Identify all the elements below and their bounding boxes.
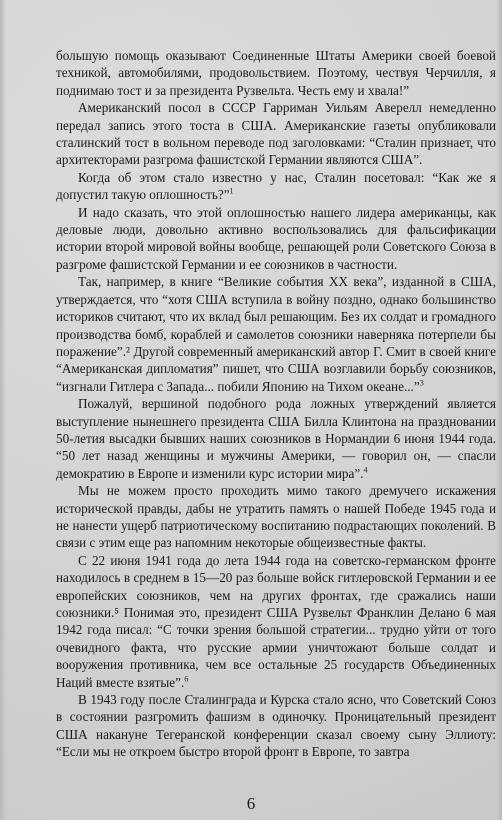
- body-text: [56, 47, 496, 761]
- footnote-mark: 1: [229, 186, 234, 196]
- paragraph-2: Американский посол в СССР Гарриман Уильям Аверелл немедленно передал запись этого тоста в США. Американские газеты опубликовали сталинский тост в вольном переводе под заголовками: “Сталин признает, что архитекторами разгрома фашистской Германии являются США”.: [56, 100, 496, 168]
- paragraph-4: И надо сказать, что этой оплошностью нашего лидера американцы, как деловые люди, довольно активно воспользовались для фальсификации истории второй мировой войны вообще, решающей роли Советского Союза в разгроме фашистской Германии и ее союзников в частности.: [56, 204, 496, 272]
- page-edge-shadow-right: [496, 0, 502, 820]
- paragraph-8: С 22 июня 1941 года до лета 1944 года на советско-германском фронте находилось в среднем в 15—20 раз больше войск гитлеровской Германии и ее европейских союзников, чем на других фронтах, где сражались наши союзники.⁵ Понимая это, президент США Рузвельт Франклин Делано 6 мая 1942 года писал: “С точки зрения большой стратегии... трудно уйти от того очевидного факта, что русские армии уничтожают больше солдат и вооружения противника, чем все остальные 25 государств Объединенных Наций вместе взятые”.$^6$: [56, 552, 496, 690]
- paragraph-5: Так, например, в книге “Великие события XX века”, изданной в США, утверждается, что “хотя США вступила в войну поздно, однако большинство историков считают, что их вклад был решающим. Без их солдат и громадного производства бомб, кораблей и самолетов союзники наверняка потерпели бы поражение”.² Другой современный американский автор Г. Смит в своей книге “Американская дипломатия” пишет, что США возглавили борьбу союзников, “изгнали Гитлера с Запада... побили Японию на Тихом океане...”$^3$: [56, 274, 496, 394]
- page-edge-shadow-left: [0, 0, 6, 820]
- paragraph-1: большую помощь оказывают Соединенные Штаты Америки своей боевой техникой, автомобилями, продовольствием. Поэтому, чествуя Черчилля, я поднимаю тост и за президента Рузвельта. Честь ему и хвала!”: [56, 48, 496, 98]
- footnote-mark: 3: [419, 378, 424, 388]
- paragraph-6: Пожалуй, вершиной подобного рода ложных утверждений является выступление нынешнего президента США Билла Клинтона на праздновании 50-летия высадки бывших наших союзников в Нормандии 6 июня 1944 года. “50 лет назад женщины и мужчины Америки, — говорил он, — спасли демократию в Европе и изменили курс истории мира”.$^4$: [56, 396, 496, 481]
- paragraph-7: Мы не можем просто проходить мимо такого дремучего искажения исторической правды, дабы не утратить память о нашей Победе 1945 года и не нанести ущерб патриотическому воспитанию подрастающих поколений. В связи с этим еще раз напомним некоторые общеизвестные факты.: [56, 483, 496, 551]
- paragraph-9: В 1943 году после Сталинграда и Курска стало ясно, что Советский Союз в состоянии разгромить фашизм в одиночку. Проницательный президент США накануне Тегеранской конференции сказал своему сыну Эллиоту: “Если мы не откроем быстро второй фронт в Европе, то завтра: [56, 692, 496, 760]
- paragraph-3: Когда об этом стало известно у нас, Сталин посетовал: “Как же я допустил такую оплошность?”$^1$: [56, 169, 496, 203]
- page-number: 6: [246, 794, 256, 813]
- footnote-mark: 6: [184, 674, 189, 684]
- footnote-mark: 4: [363, 465, 368, 475]
